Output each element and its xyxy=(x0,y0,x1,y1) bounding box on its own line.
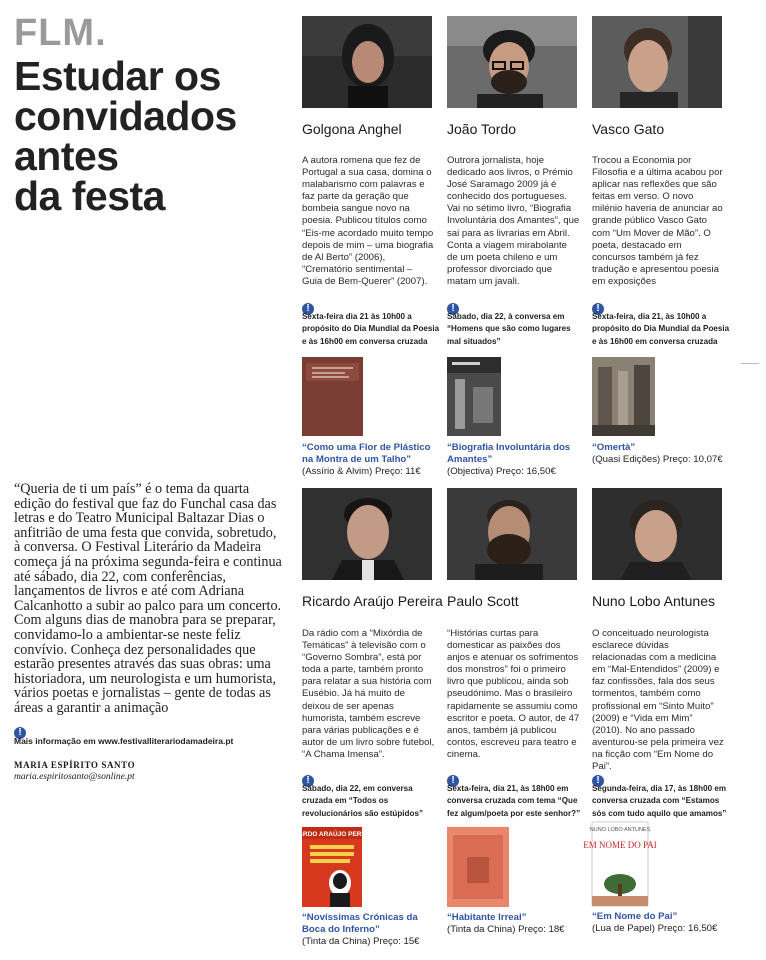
info-icon: ! xyxy=(447,298,459,316)
guest-portrait xyxy=(302,16,432,108)
guest-portrait xyxy=(447,488,577,580)
info-icon: ! xyxy=(302,298,314,316)
guest-portrait xyxy=(592,488,722,580)
cover-author-text: NUNO LOBO ANTUNES xyxy=(589,827,651,833)
info-icon: ! xyxy=(592,770,604,788)
book-publisher-price: (Tinta da China) Preço: 15€ xyxy=(302,936,420,947)
guest-bio: Da rádio com a “Mixórdia de Temáticas” à televisão com o “Governo Sombra”, está por toda a parte, também pronto para relatar a sua história com Eusébio. Já há muito de deixou de ser apenas humorista, também escreve para várias publicações e é autor de um livro sobre futebol, “A Chama Imensa”. xyxy=(302,628,435,760)
guest-portrait xyxy=(447,16,577,108)
info-icon: ! xyxy=(447,770,459,788)
title-line: antes xyxy=(14,133,119,179)
guest-name: Golgona Anghel xyxy=(302,121,402,137)
guest-bio: A autora romena que fez de Portugal a sua casa, domina o malabarismo com palavras e faz parte da geração que bombeia sangue novo na poesia. Publicou títulos como “Eis-me acordado muito tempo depois de mim – uma biografia de Al Berto” (2006), “Crematório sentimental – Guia de Bem-Querer” (2007). xyxy=(302,155,434,287)
guest-portrait xyxy=(302,488,432,580)
book-title: “Em Nome do Pai” xyxy=(592,911,678,922)
byline-author: MARIA ESPÍRITO SANTO xyxy=(14,760,136,770)
guest-name: Paulo Scott xyxy=(447,593,519,609)
info-icon: ! xyxy=(592,298,604,316)
guest-name: Nuno Lobo Antunes xyxy=(592,593,715,609)
info-icon: ! xyxy=(14,722,26,740)
book-cover xyxy=(447,827,509,907)
divider xyxy=(741,363,759,364)
info-icon: ! xyxy=(302,770,314,788)
guest-bio: Trocou a Economia por Filosofia e a última acabou por aplicar nas reflexões que são feitas em verso. O novo milénio haveria de anunciar ao grande público Vasco Gato com “Um Mover de Mão”. O poeta, destacado em concursos também já fez tradução e apresentou poesia em exposições xyxy=(592,155,723,287)
book-publisher-price: (Quasi Edições) Preço: 10,07€ xyxy=(592,454,723,465)
guest-bio: Outrora jornalista, hoje dedicado aos livros, o Prémio José Saramago 2009 já é conhecido dos portugueses. Vai no sétimo livro, “Biografia Involuntária dos Amantes”, que sai para as livrarias em Abril. Conta a viagem mirabolante de um poeta chileno e um professor divorciado que matam um javali. xyxy=(447,155,580,287)
guest-portrait xyxy=(592,16,722,108)
title-line: convidados xyxy=(14,93,237,139)
book-publisher-price: (Tinta da China) Preço: 18€ xyxy=(447,924,565,935)
book-title: “Habitante Irreal” xyxy=(447,912,527,923)
page-title xyxy=(14,53,284,219)
cover-title-text: EM NOME DO PAI xyxy=(583,840,657,850)
book-cover xyxy=(447,357,501,436)
event-info: Sábado, dia 22, em conversa cruzada em “Todos os revolucionários são estúpidos” xyxy=(302,784,423,818)
book-cover xyxy=(592,357,655,436)
book-title: “Biografia Involuntária dos Amantes” xyxy=(447,442,571,465)
book-title: “Como uma Flor de Plástico na Montra de um Talho” xyxy=(302,442,431,465)
guest-bio: O conceituado neurologista esclarece dúvidas relacionadas com a medicina em “Mal-Entendidos” (2009) e faz confissões, fala dos seus tormentos, também como profissional em “Sinto Muito” (2009) e “Vida em Mim” (2010). No ano passado aventurou-se pela primeira vez na ficção com “Em Nome do Pai”. xyxy=(592,628,724,773)
event-info: Sexta-feira dia 21 às 10h00 a propósito do Dia Mundial da Poesia e às 16h00 em conversa cruzada xyxy=(302,312,440,346)
guest-name: Vasco Gato xyxy=(592,121,665,137)
event-info: Sábado, dia 22, à conversa em “Homens que são como lugares mal situados” xyxy=(447,312,571,346)
title-line: Estudar os xyxy=(14,53,221,99)
book-publisher-price: (Assírio & Alvim) Preço: 11€ xyxy=(302,466,421,477)
more-info-link[interactable]: Mais informação em www.festivalliterariodamadeira.pt xyxy=(14,736,234,746)
section-kicker: FLM. xyxy=(14,12,107,54)
guest-name: Ricardo Araújo Pereira xyxy=(302,593,443,609)
title-line: da festa xyxy=(14,173,165,219)
event-info: Sexta-feira, dia 21, às 10h00 a propósito do Dia Mundial da Poesia e às 16h00 em conversa cruzada xyxy=(592,312,730,346)
cover-author-text: RICARDO ARAÚJO PEREIRA xyxy=(286,831,378,838)
book-title: “Omertà” xyxy=(592,442,636,453)
event-info: Segunda-feira, dia 17, às 18h00 em conversa cruzada com “Estamos sós com tudo aquilo que amamos” xyxy=(592,784,727,818)
book-cover xyxy=(286,827,378,907)
book-title: “Novíssimas Crónicas da Boca do Inferno” xyxy=(302,912,418,935)
book-publisher-price: (Objectiva) Preço: 16,50€ xyxy=(447,466,556,477)
book-publisher-price: (Lua de Papel) Preço: 16,50€ xyxy=(592,923,718,934)
lead-paragraph: “Queria de ti um país” é o tema da quarta edição do festival que faz do Funchal casa das letras e do Teatro Municipal Baltazar Dias o anfitrião de uma festa que convida, sobretudo, à conversa. O Festival Literário da Madeira começa já na próxima segunda-feira e continua até sábado, dia 22, com conferências, lançamentos de livros e até com Adriana Calcanhotto a subir ao palco para um concerto. Com alguns dias de manobra para se preparar, convidamo-lo a ambientar-se neste feliz convívio. Conheça dez personalidades que estarão presentes através das suas obras: uma historiadora, um neurologista e um humorista, vários poetas e jornalistas – gente de todas as áreas a garantir a animação xyxy=(14,481,282,716)
guest-name: João Tordo xyxy=(447,121,517,137)
byline-email[interactable]: maria.espiritosanto@sonline.pt xyxy=(14,772,135,782)
book-cover xyxy=(302,357,363,436)
event-info: Sexta-feira, dia 21, às 18h00 em conversa cruzada com tema “Que fez algum/poeta por este senhor?” xyxy=(447,784,581,818)
guest-bio: “Histórias curtas para domesticar as paixões dos anjos e atenuar os sofrimentos dos monstros” foi o primeiro livro que publicou, ainda sob pseudónimo. Mas o brasileiro rapidamente se assumiu como escritor e poeta. O autor, de 47 anos, também já publicou contos, escreveu para teatro e cinema. xyxy=(447,628,580,760)
book-cover xyxy=(583,822,657,906)
